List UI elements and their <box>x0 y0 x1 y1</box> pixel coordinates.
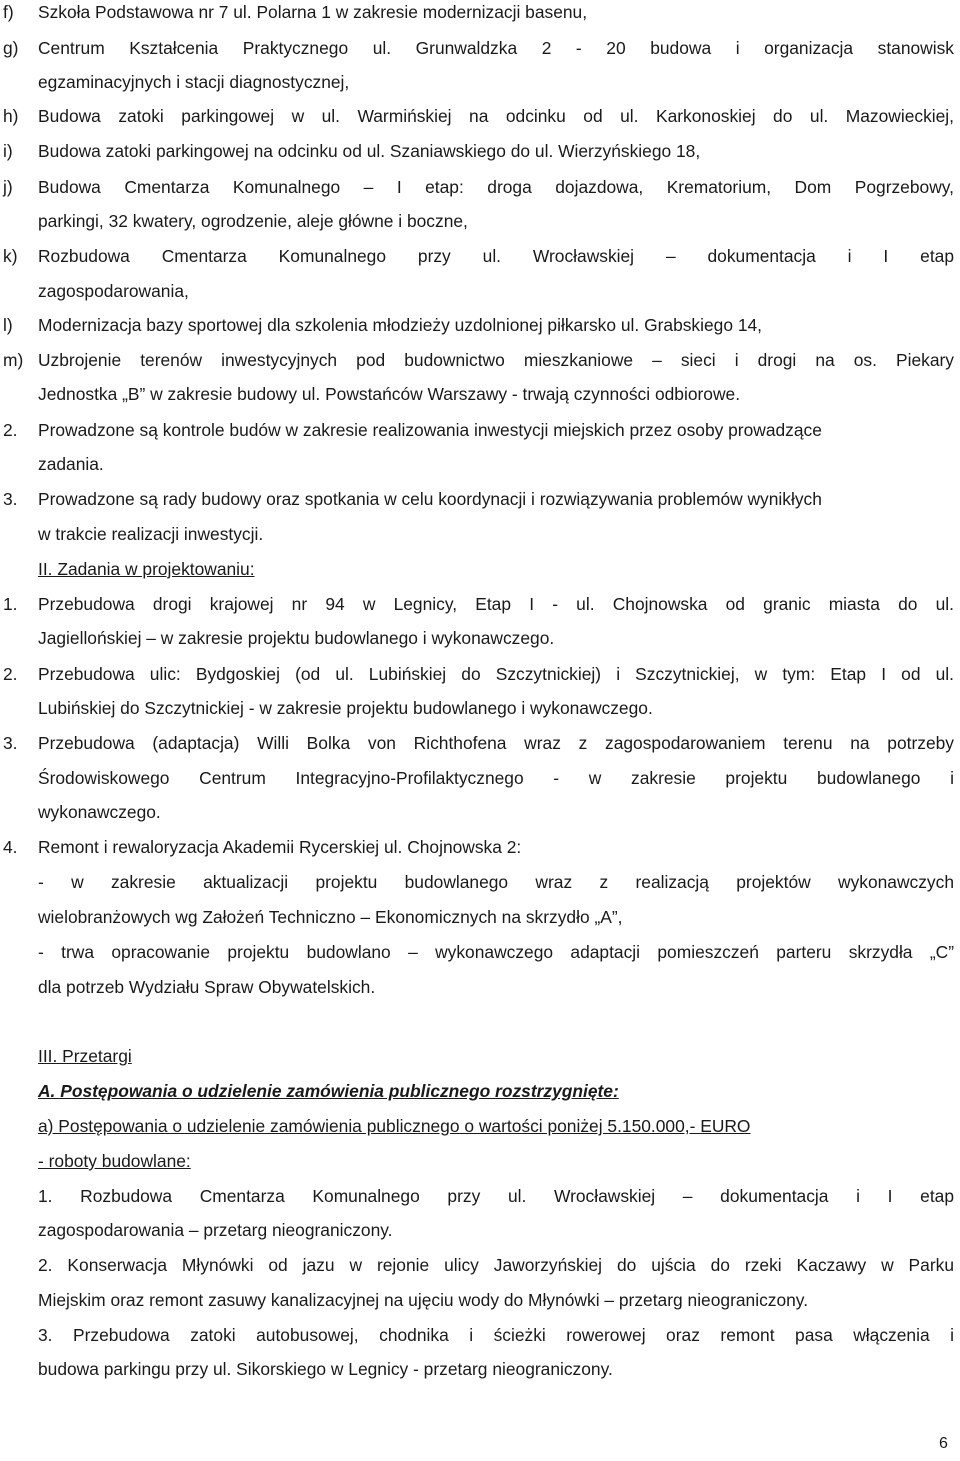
list-text: 3. Przebudowa zatoki autobusowej, chodnika i ścieżki rowerowej oraz remont pasa włączenia i <box>38 1325 954 1345</box>
list-item-continuation <box>0 626 960 650</box>
list-item-continuation <box>0 696 960 720</box>
list-item <box>0 1323 960 1347</box>
list-item <box>0 175 960 199</box>
list-item-continuation <box>0 209 960 233</box>
subsection-subheading-text: - roboty budowlane: <box>38 1151 191 1171</box>
list-text: Przebudowa (adaptacja) Willi Bolka von Richthofena wraz z zagospodarowaniem terenu na potrzeby <box>38 733 954 753</box>
subsection-subheading-text: a) Postępowania o udzielenie zamówienia publicznego o wartości poniżej 5.150.000,- EURO <box>38 1116 751 1136</box>
list-marker: g) <box>3 38 19 58</box>
list-item-continuation <box>0 975 960 999</box>
list-item-continuation <box>0 70 960 94</box>
section-heading <box>0 557 960 581</box>
list-text: budowa parkingu przy ul. Sikorskiego w Legnicy - przetarg nieograniczony. <box>38 1359 613 1379</box>
list-marker: 3. <box>3 489 18 509</box>
list-text: zagospodarowania – przetarg nieograniczony. <box>38 1220 393 1240</box>
list-item-continuation <box>0 940 960 964</box>
list-text: Budowa Cmentarza Komunalnego – I etap: droga dojazdowa, Krematorium, Dom Pogrzebowy, <box>38 177 954 197</box>
list-text: wielobranżowych wg Założeń Techniczno – Ekonomicznych na skrzydło „A”, <box>38 907 623 927</box>
list-marker: k) <box>3 246 18 266</box>
list-item <box>0 0 960 24</box>
list-text: Modernizacja bazy sportowej dla szkolenia młodzieży uzdolnionej piłkarsko ul. Grabskiego 14, <box>38 315 763 335</box>
list-text: Miejskim oraz remont zasuwy kanalizacyjnej na ujęciu wody do Młynówki – przetarg nieograniczony. <box>38 1290 809 1310</box>
list-text: w trakcie realizacji inwestycji. <box>38 524 264 544</box>
list-text: Jednostka „B” w zakresie budowy ul. Powstańców Warszawy - trwają czynności odbiorowe. <box>38 384 741 404</box>
list-text: egzaminacyjnych i stacji diagnostycznej, <box>38 72 350 92</box>
list-text: Budowa zatoki parkingowej na odcinku od ul. Szaniawskiego do ul. Wierzyńskiego 18, <box>38 141 701 161</box>
list-marker: 3. <box>3 733 18 753</box>
list-item-continuation <box>0 1357 960 1381</box>
page-number: 6 <box>939 1435 948 1452</box>
list-text: Prowadzone są kontrole budów w zakresie realizowania inwestycji miejskich przez osoby prowadzące <box>38 420 822 440</box>
list-text: Prowadzone są rady budowy oraz spotkania w celu koordynacji i rozwiązywania problemów wynikłych <box>38 489 822 509</box>
list-marker: 1. <box>3 594 18 614</box>
list-text: 1. Rozbudowa Cmentarza Komunalnego przy ul. Wrocławskiej – dokumentacja i I etap <box>38 1186 954 1206</box>
subsection-heading <box>0 1079 960 1103</box>
list-text: Jagiellońskiej – w zakresie projektu budowlanego i wykonawczego. <box>38 628 555 648</box>
list-text: parkingi, 32 kwatery, ogrodzenie, aleje główne i boczne, <box>38 211 468 231</box>
list-item-continuation <box>0 870 960 894</box>
list-item-continuation <box>0 1288 960 1312</box>
list-text: Szkoła Podstawowa nr 7 ul. Polarna 1 w zakresie modernizacji basenu, <box>38 2 588 22</box>
list-marker: i) <box>3 141 13 161</box>
list-item-continuation <box>0 905 960 929</box>
list-marker: l) <box>3 315 13 335</box>
list-marker: 4. <box>3 837 18 857</box>
list-marker: h) <box>3 106 19 126</box>
subsection-subheading <box>0 1149 960 1173</box>
list-text: Lubińskiej do Szczytnickiej - w zakresie projektu budowlanego i wykonawczego. <box>38 698 653 718</box>
list-text: Centrum Kształcenia Praktycznego ul. Grunwaldzka 2 - 20 budowa i organizacja stanowisk <box>38 38 954 58</box>
list-marker: m) <box>3 350 24 370</box>
list-item-continuation <box>0 279 960 303</box>
list-text: zagospodarowania, <box>38 281 189 301</box>
list-item <box>0 487 960 511</box>
list-item <box>0 418 960 442</box>
list-text: Uzbrojenie terenów inwestycyjnych pod budownictwo mieszkaniowe – sieci i drogi na os. Piekary <box>38 350 954 370</box>
list-text: wykonawczego. <box>38 802 161 822</box>
list-marker: f) <box>3 2 14 22</box>
list-text: Rozbudowa Cmentarza Komunalnego przy ul. Wrocławskiej – dokumentacja i I etap <box>38 246 954 266</box>
list-text: Remont i rewaloryzacja Akademii Rycerskiej ul. Chojnowska 2: <box>38 837 522 857</box>
list-item-continuation <box>0 1218 960 1242</box>
list-text: - w zakresie aktualizacji projektu budowlanego wraz z realizacją projektów wykonawczych <box>38 872 954 892</box>
list-item <box>0 1253 960 1277</box>
subsection-subheading <box>0 1114 960 1138</box>
list-item <box>0 1184 960 1208</box>
list-item-continuation <box>0 800 960 824</box>
list-item <box>0 313 960 337</box>
list-marker: j) <box>3 177 13 197</box>
list-marker: 2. <box>3 664 18 684</box>
section-heading <box>0 1044 960 1068</box>
list-item <box>0 104 960 128</box>
list-item <box>0 348 960 372</box>
list-item-continuation <box>0 452 960 476</box>
section-heading-text: II. Zadania w projektowaniu: <box>38 559 255 579</box>
list-item <box>0 139 960 163</box>
list-item <box>0 592 960 616</box>
list-marker: 2. <box>3 420 18 440</box>
list-item-continuation <box>0 522 960 546</box>
section-heading-text: III. Przetargi <box>38 1046 132 1066</box>
list-text: Przebudowa drogi krajowej nr 94 w Legnicy, Etap I - ul. Chojnowska od granic miasta do ul. <box>38 594 954 614</box>
list-text: - trwa opracowanie projektu budowlano – wykonawczego adaptacji pomieszczeń parteru skrzydła „C” <box>38 942 954 962</box>
list-text: Środowiskowego Centrum Integracyjno-Profilaktycznego - w zakresie projektu budowlanego i <box>38 768 954 788</box>
list-text: 2. Konserwacja Młynówki od jazu w rejonie ulicy Jaworzyńskiej do ujścia do rzeki Kaczawy w Parku <box>38 1255 954 1275</box>
list-item <box>0 662 960 686</box>
list-text: zadania. <box>38 454 104 474</box>
list-item-continuation <box>0 766 960 790</box>
list-item <box>0 731 960 755</box>
list-item-continuation <box>0 382 960 406</box>
list-text: Przebudowa ulic: Bydgoskiej (od ul. Lubińskiej do Szczytnickiej) i Szczytnickiej, w tym: Etap I od ul. <box>38 664 954 684</box>
list-item <box>0 835 960 859</box>
list-item <box>0 36 960 60</box>
list-item <box>0 244 960 268</box>
list-text: dla potrzeb Wydziału Spraw Obywatelskich. <box>38 977 376 997</box>
subsection-heading-text: A. Postępowania o udzielenie zamówienia publicznego rozstrzygnięte: <box>38 1081 619 1101</box>
list-text: Budowa zatoki parkingowej w ul. Warmińskiej na odcinku od ul. Karkonoskiej do ul. Mazowieckiej, <box>38 106 954 126</box>
